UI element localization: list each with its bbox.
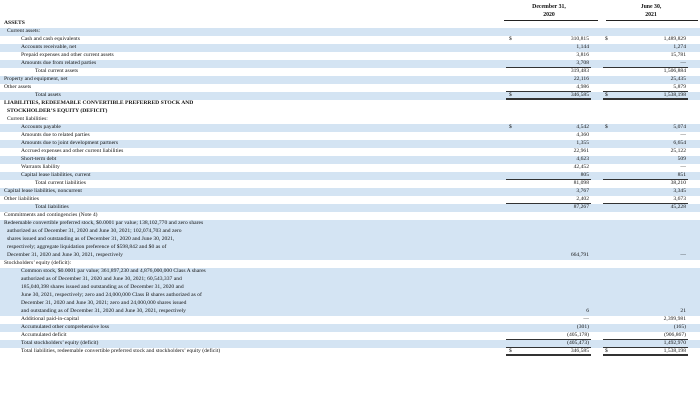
- row-label: Total assets: [35, 92, 61, 98]
- value-dec-2020: 664,791: [570, 252, 589, 258]
- value-dec-2020: 22,961: [573, 148, 589, 154]
- value-jun-2021: 25,435: [670, 76, 686, 82]
- table-row: [0, 36, 700, 44]
- table-row: [0, 196, 700, 204]
- value-dec-2020: (405,473): [567, 340, 589, 346]
- table-row: [0, 180, 700, 188]
- table-row: [0, 284, 700, 292]
- value-dec-2020: 22,116: [573, 76, 589, 82]
- row-label: and outstanding as of December 31, 2020 and June 30, 2021, respectively: [21, 308, 186, 314]
- value-dec-2020: 346,585: [570, 92, 589, 98]
- value-jun-2021: 15,781: [670, 52, 686, 58]
- row-label: Amounts due from related parties: [21, 60, 97, 66]
- value-dec-2020: 81,098: [573, 180, 589, 186]
- table-row: [0, 260, 700, 268]
- value-dec-2020: (405,178): [567, 332, 589, 338]
- table-row: [0, 268, 700, 276]
- value-jun-2021: —: [680, 132, 686, 138]
- value-dec-2020: 3,767: [576, 188, 589, 194]
- value-jun-2021: 1,538,198: [663, 348, 686, 354]
- total-double-rule: [603, 354, 688, 356]
- value-jun-2021: 851: [677, 172, 686, 178]
- value-jun-2021: —: [680, 252, 686, 258]
- value-jun-2021: 5,879: [673, 84, 686, 90]
- table-row: [0, 20, 700, 28]
- row-label: Redeemable convertible preferred stock, $0.0001 par value; 138,102,770 and zero shares: [4, 220, 204, 226]
- value-jun-2021: 3,345: [673, 188, 686, 194]
- column-header-dec-2020: [500, 3, 598, 20]
- row-label: Property and equipment, net: [4, 76, 68, 82]
- table-row: [0, 340, 700, 348]
- value-dec-2020: 1,144: [576, 44, 589, 50]
- row-label: Accumulated deficit: [21, 332, 67, 338]
- table-row: [0, 204, 700, 212]
- value-jun-2021: 25,122: [670, 148, 686, 154]
- value-jun-2021: 3,673: [673, 196, 686, 202]
- row-label: Additional paid-in-capital: [21, 316, 79, 322]
- value-jun-2021: —: [680, 164, 686, 170]
- row-label: Short-term debt: [21, 156, 57, 162]
- table-row: [0, 236, 700, 244]
- value-jun-2021: (165): [673, 324, 686, 330]
- value-jun-2021: 1,506,884: [663, 68, 686, 74]
- value-dec-2020: 6: [586, 308, 589, 314]
- row-label: shares issued and outstanding as of December 31, 2020 and June 30, 2021,: [7, 236, 175, 242]
- value-dec-2020: 310,815: [570, 36, 589, 42]
- row-label: December 31, 2020 and June 30, 2021, respectively: [7, 252, 123, 258]
- value-dec-2020: 4,360: [576, 132, 589, 138]
- row-label: ASSETS: [4, 20, 25, 26]
- table-row: [0, 60, 700, 68]
- table-row: [0, 124, 700, 132]
- row-label: Amounts due to joint development partners: [21, 140, 119, 146]
- column-header-line1: June 30,: [640, 4, 662, 10]
- column-header-line2: 2021: [645, 12, 657, 18]
- currency-symbol: $: [509, 348, 512, 354]
- row-label: December 31, 2020 and June 30, 2021; zero and 24,000,000 shares issued: [21, 300, 187, 306]
- value-dec-2020: 2,402: [576, 196, 589, 202]
- table-row: [0, 132, 700, 140]
- row-label: Cash and cash equivalents: [21, 36, 80, 42]
- value-dec-2020: 4,623: [576, 156, 589, 162]
- row-label: June 30, 2021, respectively; zero and 24,000,000 Class B shares authorized as of: [21, 292, 202, 298]
- table-row: [0, 308, 700, 316]
- table-row: [0, 244, 700, 252]
- currency-symbol: $: [605, 124, 608, 130]
- row-label: Warrants liability: [21, 164, 60, 170]
- table-row: [0, 156, 700, 164]
- currency-symbol: $: [605, 348, 608, 354]
- value-dec-2020: 4,542: [576, 124, 589, 130]
- value-jun-2021: 5,074: [673, 124, 686, 130]
- column-header-line2: 2020: [543, 12, 555, 18]
- value-jun-2021: 21: [680, 308, 686, 314]
- row-label: Accounts payable: [21, 124, 61, 130]
- value-dec-2020: 319,483: [570, 68, 589, 74]
- value-dec-2020: 1,355: [576, 140, 589, 146]
- row-label: respectively; aggregate liquidation preference of $598,842 and $0 as of: [7, 244, 167, 250]
- table-row: [0, 92, 700, 100]
- column-header-line1: December 31,: [532, 4, 566, 10]
- row-label: LIABILITIES, REDEEMABLE CONVERTIBLE PREFERRED STOCK AND: [4, 100, 194, 106]
- table-row: [0, 164, 700, 172]
- row-label: Accrued expenses and other current liabilities: [21, 148, 124, 154]
- table-row: [0, 44, 700, 52]
- column-header-jun-2021: [602, 3, 700, 20]
- value-dec-2020: 805: [580, 172, 589, 178]
- row-label: Prepaid expenses and other current assets: [21, 52, 114, 58]
- table-row: [0, 252, 700, 260]
- table-row: [0, 220, 700, 228]
- value-jun-2021: 2,399,981: [663, 316, 686, 322]
- value-jun-2021: (906,867): [664, 332, 686, 338]
- row-label: Other liabilities: [4, 196, 39, 202]
- table-row: [0, 172, 700, 180]
- currency-symbol: $: [509, 36, 512, 42]
- table-row: [0, 332, 700, 340]
- row-label: STOCKHOLDER’S EQUITY (DEFICIT): [7, 108, 108, 114]
- table-row: [0, 140, 700, 148]
- row-label: 185,040,398 shares issued and outstanding as of December 31, 2020 and: [21, 284, 184, 290]
- value-jun-2021: 38,210: [670, 180, 686, 186]
- row-label: Amounts due to related parties: [21, 132, 90, 138]
- row-label: Stockholders’ equity (deficit):: [4, 260, 72, 266]
- table-row: [0, 108, 700, 116]
- row-label: Other assets: [4, 84, 32, 90]
- row-label: Current assets:: [7, 28, 41, 34]
- value-dec-2020: (301): [576, 324, 589, 330]
- value-jun-2021: 1,538,198: [663, 92, 686, 98]
- row-label: authorized as of December 31, 2020 and June 30, 2021; 102,074,703 and zero: [7, 228, 182, 234]
- value-jun-2021: 45,228: [670, 204, 686, 210]
- table-row: [0, 28, 700, 36]
- row-label: Accounts receivable, net: [21, 44, 77, 50]
- table-row: [0, 68, 700, 76]
- row-label: Commitments and contingencies (Note 4): [4, 212, 98, 218]
- currency-symbol: $: [605, 36, 608, 42]
- value-dec-2020: —: [583, 316, 589, 322]
- value-jun-2021: 1,489,829: [663, 36, 686, 42]
- row-label: Total liabilities: [35, 204, 69, 210]
- value-jun-2021: 1,492,970: [663, 340, 686, 346]
- table-row: [0, 276, 700, 284]
- total-double-rule: [506, 354, 591, 356]
- row-label: authorized as of December 31, 2020 and June 30, 2021; 60,543,337 and: [21, 276, 182, 282]
- row-label: Current liabilities:: [7, 116, 48, 122]
- value-dec-2020: 87,267: [573, 204, 589, 210]
- table-row: [0, 300, 700, 308]
- table-row: [0, 228, 700, 236]
- table-row: [0, 348, 700, 356]
- value-dec-2020: 346,585: [570, 348, 589, 354]
- row-label: Total liabilities, redeemable convertible preferred stock and stockholders’ equity (deficit): [21, 348, 221, 354]
- statement-rows: [0, 20, 700, 356]
- table-row: [0, 52, 700, 60]
- row-label: Capital lease liabilities, current: [21, 172, 91, 178]
- value-dec-2020: 42,452: [573, 164, 589, 170]
- table-row: [0, 316, 700, 324]
- value-dec-2020: 3,816: [576, 52, 589, 58]
- row-label: Total stockholders’ equity (deficit): [21, 340, 99, 346]
- table-row: [0, 188, 700, 196]
- table-row: [0, 212, 700, 220]
- value-jun-2021: 6,654: [673, 140, 686, 146]
- row-label: Total current liabilities: [35, 180, 86, 186]
- table-row: [0, 84, 700, 92]
- table-row: [0, 76, 700, 84]
- currency-symbol: $: [605, 92, 608, 98]
- table-row: [0, 100, 700, 108]
- value-jun-2021: —: [680, 60, 686, 66]
- currency-symbol: $: [509, 124, 512, 130]
- value-jun-2021: 1,274: [673, 44, 686, 50]
- currency-symbol: $: [509, 92, 512, 98]
- row-label: Accumulated other comprehensive loss: [21, 324, 110, 330]
- table-row: [0, 292, 700, 300]
- table-row: [0, 116, 700, 124]
- row-label: Common stock, $0.0001 par value; 361,897,230 and 4,876,000,000 Class A shares: [21, 268, 206, 274]
- value-dec-2020: 3,708: [576, 60, 589, 66]
- row-label: Capital lease liabilities, noncurrent: [4, 188, 82, 194]
- row-label: Total current assets: [35, 68, 79, 74]
- value-dec-2020: 4,986: [576, 84, 589, 90]
- value-jun-2021: 509: [677, 156, 686, 162]
- table-row: [0, 148, 700, 156]
- table-row: [0, 324, 700, 332]
